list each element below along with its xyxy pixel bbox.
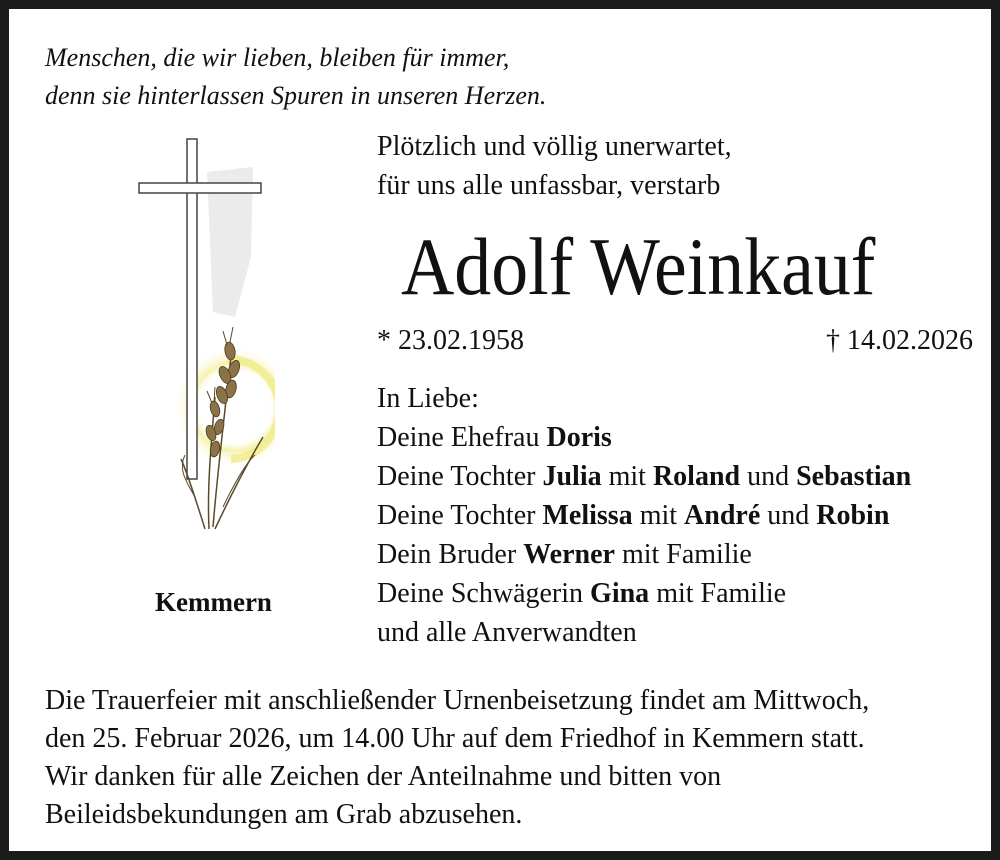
mourner-name: André [684, 500, 761, 531]
mourner-line [377, 574, 911, 613]
mourner-text: Deine Tochter [377, 500, 543, 531]
mourner-name: Gina [590, 578, 650, 609]
closing-line-2: den 25. Februar 2026, um 14.00 Uhr auf dem Friedhof in Kemmern statt. [45, 723, 865, 754]
mourner-text: und [740, 461, 797, 492]
mourner-text: mit Familie [649, 578, 787, 609]
mourner-text: Deine Ehefrau [377, 422, 547, 453]
mourner-line [377, 457, 911, 496]
mourner-line [377, 535, 911, 574]
mourner-name: Robin [816, 500, 890, 531]
closing-line-1: Die Trauerfeier mit anschließender Urnenbeisetzung findet am Mittwoch, [45, 685, 870, 716]
closing-line-4: Beileidsbekundungen am Grab abzusehen. [45, 799, 523, 830]
mourner-text: Deine Schwägerin [377, 578, 591, 609]
motto-line-1: Menschen, die wir lieben, bleiben für immer, [45, 43, 510, 72]
closing-line-3: Wir danken für alle Zeichen der Anteilnahme und bitten von [45, 761, 722, 792]
place-name: Kemmern [155, 587, 272, 617]
mourner-text: mit [601, 461, 653, 492]
motto-quote [45, 39, 546, 115]
mourner-name: Doris [546, 422, 612, 453]
intro-line-2: für uns alle unfassbar, verstarb [377, 170, 721, 201]
mourner-text: Deine Tochter [377, 461, 543, 492]
mourner-text: mit [632, 500, 685, 531]
mourner-text: und alle Anverwandten [377, 617, 637, 648]
mourner-name: Roland [652, 461, 741, 492]
death-date: † 14.02.2026 [826, 325, 973, 356]
intro-text [377, 127, 732, 205]
motto-line-2: denn sie hinterlassen Spuren in unseren Herzen. [45, 81, 547, 110]
mourner-name: Julia [542, 461, 602, 492]
mourner-line [377, 613, 911, 652]
mourners-heading: In Liebe: [377, 383, 479, 414]
mourner-name: Werner [523, 539, 615, 570]
mourner-text: Dein Bruder [377, 539, 524, 570]
funeral-announcement [45, 682, 869, 834]
mourner-name: Sebastian [796, 461, 912, 492]
mourner-line [377, 496, 911, 535]
mourner-text: und [760, 500, 817, 531]
mourner-name: Melissa [542, 500, 633, 531]
intro-line-1: Plötzlich und völlig unerwartet, [377, 131, 732, 162]
mourner-text: mit Familie [614, 539, 752, 570]
birth-date: * 23.02.1958 [377, 325, 524, 356]
deceased-name: Adolf Weinkauf [401, 221, 876, 312]
cross-with-wheat-and-sun-icon [135, 137, 275, 537]
mourners-list [377, 379, 911, 652]
mourner-line [377, 418, 911, 457]
